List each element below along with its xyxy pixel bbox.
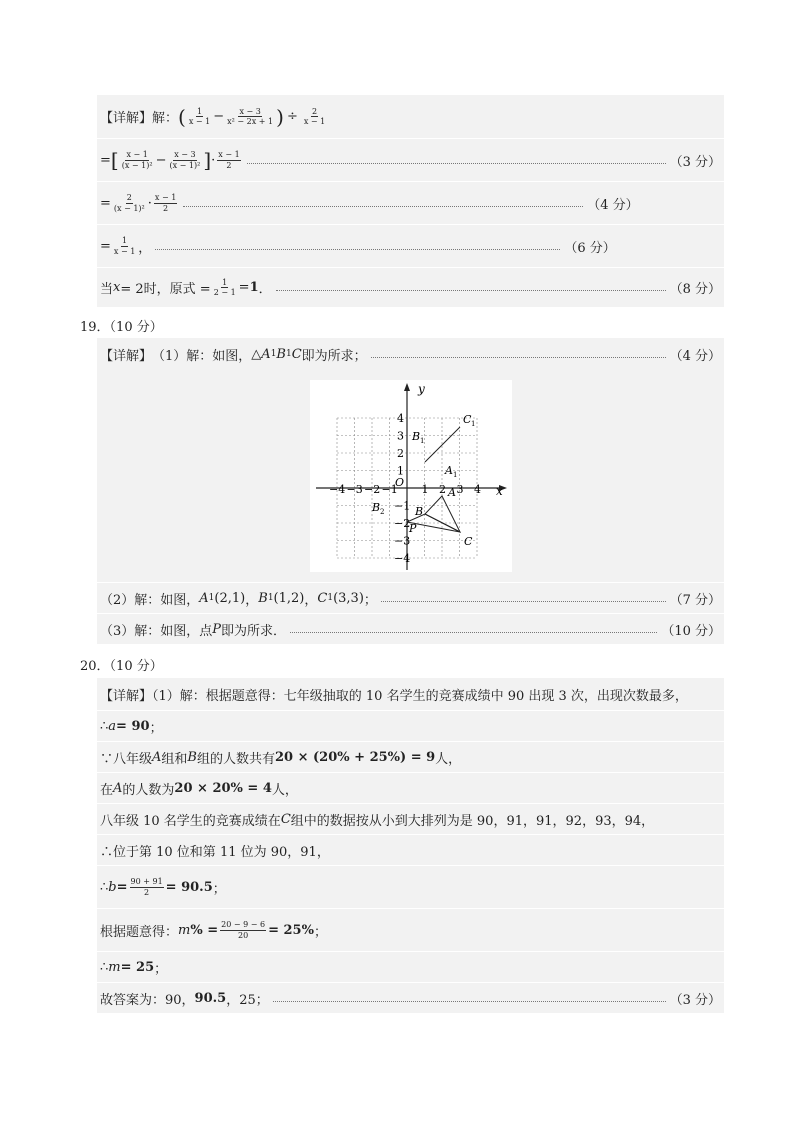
label-a1: A <box>445 464 453 477</box>
q18-line-2 <box>97 138 724 181</box>
solve-label: 解： <box>152 111 179 126</box>
dotted-leader <box>290 632 657 633</box>
therefore-symbol: ∴ <box>100 879 109 895</box>
coordinate-figure <box>310 380 512 572</box>
period: ． <box>258 282 272 297</box>
y-tick-label: −2 <box>394 517 411 530</box>
semicolon: ； <box>154 961 168 977</box>
label-b1-sub: 1 <box>420 437 425 445</box>
text: = 90 <box>116 718 150 734</box>
comma: ， <box>138 240 152 256</box>
score-label: （8 分） <box>669 282 721 297</box>
left-paren: ( <box>178 104 186 129</box>
left-bracket: [ <box>110 148 119 172</box>
var: A <box>113 780 123 796</box>
label-b1: B <box>412 430 421 443</box>
var: B <box>258 590 268 606</box>
fraction: $\frac{x - 1}{2}$ <box>154 193 177 213</box>
fraction: $\frac{2}{\text{(x − 1)²}}$ <box>113 193 145 213</box>
comma: ， <box>245 592 259 608</box>
q18-line-3 <box>97 181 724 224</box>
q20-line-8 <box>97 908 724 951</box>
y-tick-label: 1 <box>397 464 404 478</box>
text: = 25 <box>120 959 155 975</box>
minus-sign: − <box>155 152 167 168</box>
q19-line-2 <box>97 582 724 613</box>
x-tick-label: 3 <box>456 483 464 496</box>
score-label: （4 分） <box>669 348 721 364</box>
y-tick-label: 3 <box>397 429 404 443</box>
text: 人， <box>271 782 298 798</box>
var: A <box>261 346 271 362</box>
y-axis-arrow-icon <box>404 383 410 391</box>
fraction: $\frac{1}{x - 1}$ <box>188 106 211 126</box>
y-tick-label: −1 <box>394 499 411 513</box>
q18-line-1 <box>97 95 724 138</box>
q18-line-5 <box>97 267 724 307</box>
text: 组的人数共有 <box>196 751 275 767</box>
text: = <box>238 280 250 295</box>
x-tick-label: −3 <box>346 483 363 496</box>
coord: (2,1) <box>214 590 246 606</box>
var: C <box>280 811 291 827</box>
origin-label: O <box>395 476 405 489</box>
fraction: $\frac{x - 3}{\text{(x − 1)²}}$ <box>169 150 201 170</box>
q20-solution-block <box>97 678 724 1013</box>
text: 组和 <box>161 751 188 767</box>
equals-sign: = <box>100 195 111 211</box>
var-a: a <box>108 718 117 734</box>
score-label: （3 分） <box>669 154 721 170</box>
label-b2: B <box>372 501 381 514</box>
semicolon: ； <box>313 924 327 940</box>
dotted-leader <box>276 290 666 291</box>
y-tick-label: 4 <box>397 412 404 425</box>
text: ∴位于第 10 位和第 11 位为 90，91， <box>100 844 330 860</box>
x-tick-label: 1 <box>421 483 429 496</box>
score-label: （10 分） <box>661 623 721 639</box>
text: = <box>116 879 128 895</box>
q20-line-5 <box>97 803 724 834</box>
label-c: C <box>464 535 473 548</box>
y-tick-label: −4 <box>394 552 411 565</box>
coord: (1,2) <box>273 590 305 606</box>
fraction: $\frac{2}{x - 1}$ <box>303 106 326 126</box>
dotted-leader <box>183 206 583 207</box>
x-tick-label: −1 <box>381 483 398 496</box>
subscript: 1 <box>327 593 334 603</box>
label-c1-sub: 1 <box>471 420 476 428</box>
comma: ， <box>304 592 318 608</box>
times-dot: · <box>147 195 152 211</box>
dotted-leader <box>155 249 560 250</box>
text: 90.5 <box>194 990 227 1006</box>
var: A <box>152 749 162 765</box>
coordinate-plane <box>310 380 512 572</box>
label-p: P <box>409 522 417 535</box>
therefore-symbol: ∴ <box>100 718 109 734</box>
text: 组中的数据按从小到大排列为是 90，91，91，92，93，94， <box>290 813 655 829</box>
divide-sign: ÷ <box>286 109 298 124</box>
text: = 90.5 <box>165 879 213 895</box>
label-b2-sub: 2 <box>380 508 385 516</box>
fraction: $\frac{1}{x - 1}$ <box>113 236 136 256</box>
q20-line-6 <box>97 834 724 865</box>
text: 【详解】（1）解：根据题意得：七年级抽取的 10 名学生的竞赛成绩中 90 出现 3 次，出现次数最多， <box>100 688 688 704</box>
x-tick-label: 4 <box>474 483 481 496</box>
text: ∵八年级 <box>100 751 153 767</box>
expression: 20 × 20% = 4 <box>174 780 272 796</box>
score-label: （3 分） <box>669 992 721 1008</box>
right-paren: ) <box>276 104 284 129</box>
q20-line-3 <box>97 741 724 772</box>
coord: (3,3) <box>333 590 364 606</box>
q20-line-4 <box>97 772 724 803</box>
detail-label: 【详解】 <box>100 111 153 126</box>
fraction: $\frac{x - 1}{2}$ <box>218 150 240 170</box>
text: （1）解：如图， <box>152 348 252 364</box>
semicolon: ； <box>149 720 163 736</box>
text: = 2时，原式 = <box>120 282 211 297</box>
q20-line-9 <box>97 951 724 982</box>
text: （3）解：如图，点 <box>100 623 213 639</box>
text: % = <box>190 922 219 938</box>
x-tick-label: 2 <box>439 483 446 496</box>
text: （2）解：如图， <box>100 592 200 608</box>
text: = 25% <box>268 922 314 938</box>
q20-line-1 <box>97 678 724 710</box>
y-axis-label: y <box>418 382 425 396</box>
dotted-leader <box>381 601 666 602</box>
q18-line-4 <box>97 224 724 267</box>
score-label: （6 分） <box>564 240 616 256</box>
fraction: $\frac{1}{2 - 1}$ <box>213 277 236 297</box>
q19-line-1 <box>97 338 724 370</box>
triangle-symbol: △ <box>251 346 262 362</box>
dotted-leader <box>371 357 666 358</box>
right-bracket: ] <box>203 148 212 172</box>
text: 即为所求； <box>301 348 367 364</box>
text: 的人数为 <box>122 782 175 798</box>
text: 故答案为：90， <box>100 992 195 1008</box>
x-tick-labels <box>329 483 481 496</box>
x-tick-label: −2 <box>364 483 381 496</box>
q18-solution-block <box>97 95 724 307</box>
text: 当 <box>100 282 114 297</box>
x-tick-label: −4 <box>329 483 346 496</box>
label-a1-sub: 1 <box>453 471 458 479</box>
subscript: 1 <box>285 349 292 359</box>
var: B <box>187 749 197 765</box>
label-a: A <box>448 486 456 499</box>
text: 在 <box>100 782 114 798</box>
detail-label: 【详解】 <box>100 348 153 364</box>
q19-heading: 19．（10 分） <box>80 320 163 335</box>
triangle-a1b1c <box>425 427 460 462</box>
text: 八年级 10 名学生的竞赛成绩在 <box>100 813 281 829</box>
var-m: m <box>108 959 121 975</box>
score-label: （4 分） <box>587 197 639 213</box>
y-tick-label: 2 <box>397 447 404 460</box>
semicolon: ； <box>212 881 226 897</box>
var: A <box>199 590 209 606</box>
text: ，25； <box>226 992 269 1008</box>
fraction: $\frac{x - 3}{\text{x² − 2x + 1}}$ <box>227 106 274 126</box>
q19-line-3 <box>97 613 724 644</box>
score-label: （7 分） <box>669 592 721 608</box>
var-b: b <box>108 879 117 895</box>
result: 1 <box>249 280 259 295</box>
label-b: B <box>415 505 424 518</box>
subscript: 1 <box>267 593 274 603</box>
var: C <box>317 590 328 606</box>
therefore-symbol: ∴ <box>100 959 109 975</box>
dotted-leader <box>247 163 666 164</box>
y-tick-label: −3 <box>394 534 411 548</box>
subscript: 1 <box>270 349 277 359</box>
semicolon: ； <box>363 592 377 608</box>
text: 人， <box>435 751 462 767</box>
var: B <box>276 346 286 362</box>
var-m: m <box>178 922 191 938</box>
label-c1: C <box>463 413 472 426</box>
equals-sign: = <box>100 238 111 254</box>
fraction: $\frac{90 + 91}{2}$ <box>130 877 163 897</box>
q20-line-10 <box>97 982 724 1013</box>
q20-heading: 20．（10 分） <box>80 659 163 674</box>
fraction: $\frac{20 - 9 - 6}{20}$ <box>221 920 266 940</box>
text: 即为所求． <box>221 623 287 639</box>
var-p: P <box>212 621 222 637</box>
x-axis-label: x <box>496 484 503 498</box>
minus-sign: − <box>213 109 225 124</box>
subscript: 1 <box>208 593 215 603</box>
expression: 20 × (20% + 25%) = 9 <box>275 749 436 765</box>
var-x: x <box>113 280 121 295</box>
var: C <box>291 346 302 362</box>
fraction: $\frac{x - 1}{\text{(x − 1)²}}$ <box>121 150 153 170</box>
equals-sign: = <box>100 152 111 168</box>
q20-line-2 <box>97 710 724 741</box>
times-dot: · <box>211 152 216 168</box>
dotted-leader <box>273 1001 666 1002</box>
q20-line-7 <box>97 865 724 908</box>
text: 根据题意得： <box>100 924 179 940</box>
